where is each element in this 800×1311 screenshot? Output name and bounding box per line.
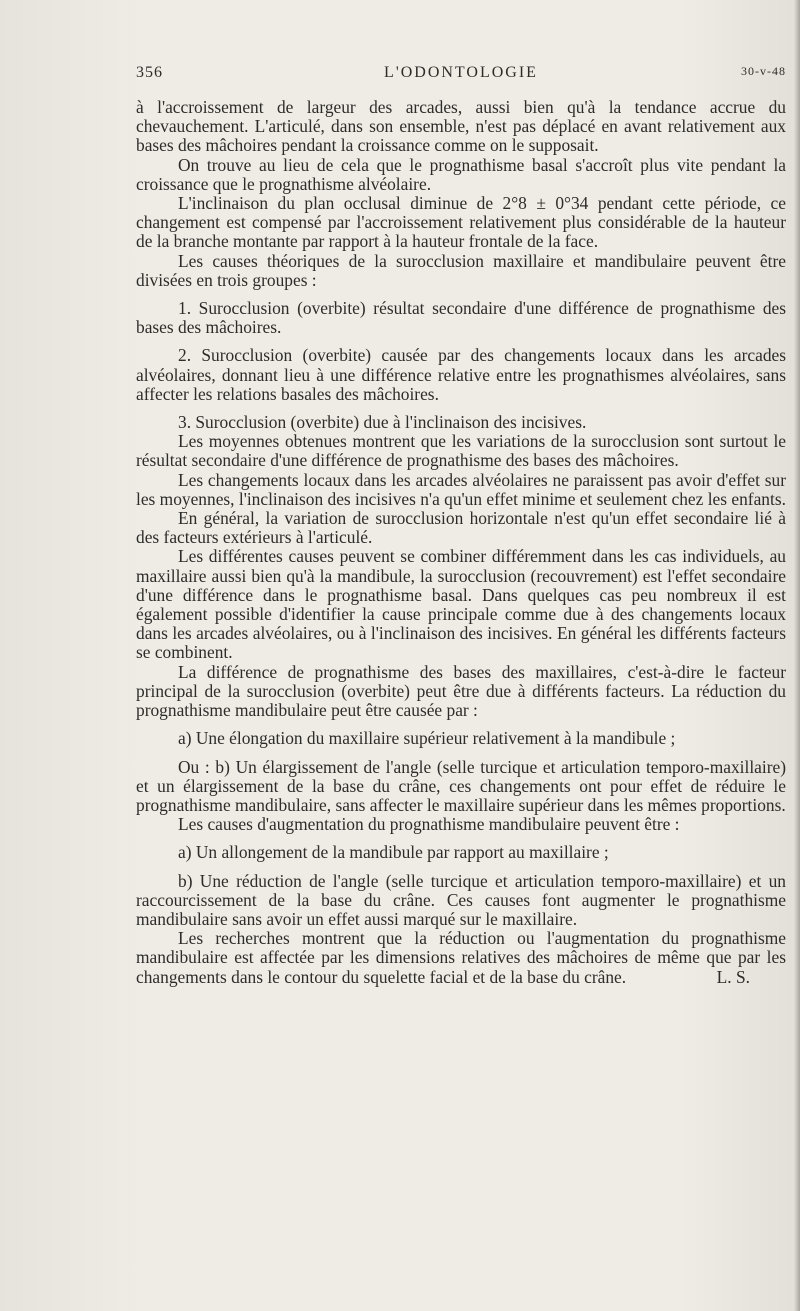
paragraph: En général, la variation de surocclusion horizontale n'est qu'un effet secondaire lié à des facteurs extérieurs à l'articulé. bbox=[136, 508, 786, 548]
paragraph: Les différentes causes peuvent se combiner différemment dans les cas individuels, au maxillaire aussi bien qu'à la mandibule, la surocclusion (recouvrement) est l'effet secondaire d'une différence dans le prognathisme basal. Dans quelques cas peu nombreux il est également possible d'identifier la cause principale comme due à des changements locaux dans les arcades alvéolaires, ou à l'inclinaison des incisives. En général les différents facteurs se combinent. bbox=[136, 546, 786, 663]
paragraph: La différence de prognathisme des bases des maxillaires, c'est-à-dire le facteur principal de la surocclusion (overbite) peut être due à différents facteurs. La réduction du prognathisme mandibulaire peut être causée par : bbox=[136, 661, 786, 721]
paragraph: L'inclinaison du plan occlusal diminue de 2°8 ± 0°34 pendant cette période, ce changement est compensé par l'accroissement relativement plus considérable de la hauteur de la branche montante par rapport à la hauteur frontale de la face. bbox=[136, 193, 786, 252]
page-number: 356 bbox=[136, 64, 163, 81]
list-item: a) Une élongation du maxillaire supérieur relativement à la mandibule ; bbox=[178, 728, 676, 749]
running-header bbox=[136, 64, 786, 86]
author-signature: L. S. bbox=[716, 966, 750, 987]
paragraph: Les changements locaux dans les arcades alvéolaires ne paraissent pas avoir d'effet sur les moyennes, l'inclinaison des incisives n'a qu'un effet minime et seulement chez les enfants. bbox=[136, 469, 786, 509]
list-item: 1. Surocclusion (overbite) résultat secondaire d'une différence de prognathisme des bases des mâchoires. bbox=[136, 298, 786, 338]
page-binding-edge bbox=[794, 0, 800, 1311]
list-item: b) Une réduction de l'angle (selle turcique et articulation temporo-maxillaire) et un raccourcissement de la base du crâne. Ces causes font augmenter le prognathisme mandibulaire sans avoir un effet aussi marqué sur le maxillaire. bbox=[136, 870, 786, 929]
list-item: Ou : b) Un élargissement de l'angle (selle turcique et articulation temporo-maxillaire) et un élargissement de la base du crâne, ces changements ont pour effet de réduire le prognathisme mandibulaire, sans affecter le maxillaire supérieur dans les mêmes proportions. bbox=[136, 756, 786, 815]
paragraph: On trouve au lieu de cela que le prognathisme basal s'accroît plus vite pendant la croissance que le prognathisme alvéolaire. bbox=[136, 154, 786, 194]
list-item: 3. Surocclusion (overbite) due à l'inclinaison des incisives. bbox=[178, 412, 587, 433]
article-body bbox=[136, 98, 786, 987]
list-item: a) Un allongement de la mandibule par rapport au maxillaire ; bbox=[178, 842, 609, 863]
final-paragraph-text: Les recherches montrent que la réduction ou l'augmentation du prognathisme mandibulaire est affectée par les dimensions relatives des mâchoires de même que par les changements dans le contour du squelette facial et de la base du crâne. bbox=[136, 928, 786, 987]
paragraph bbox=[136, 929, 786, 987]
journal-title: L'ODONTOLOGIE bbox=[384, 64, 538, 81]
paragraph: Les causes d'augmentation du prognathisme mandibulaire peuvent être : bbox=[178, 814, 680, 835]
paragraph: Les moyennes obtenues montrent que les variations de la surocclusion sont surtout le résultat secondaire d'une différence de prognathisme des bases des mâchoires. bbox=[136, 431, 786, 471]
list-item: 2. Surocclusion (overbite) causée par des changements locaux dans les arcades alvéolaires, donnant lieu à une différence relative entre les prognathismes alvéolaires, sans affecter les relations basales des mâchoires. bbox=[136, 345, 786, 404]
paragraph: Les causes théoriques de la surocclusion maxillaire et mandibulaire peuvent être divisées en trois groupes : bbox=[136, 250, 786, 290]
issue-date: 30-v-48 bbox=[741, 64, 786, 78]
paragraph: à l'accroissement de largeur des arcades, aussi bien qu'à la tendance accrue du chevauchement. L'articulé, dans son ensemble, n'est pas déplacé en avant relativement aux bases des mâchoires pendant la croissance comme on le supposait. bbox=[136, 97, 786, 156]
